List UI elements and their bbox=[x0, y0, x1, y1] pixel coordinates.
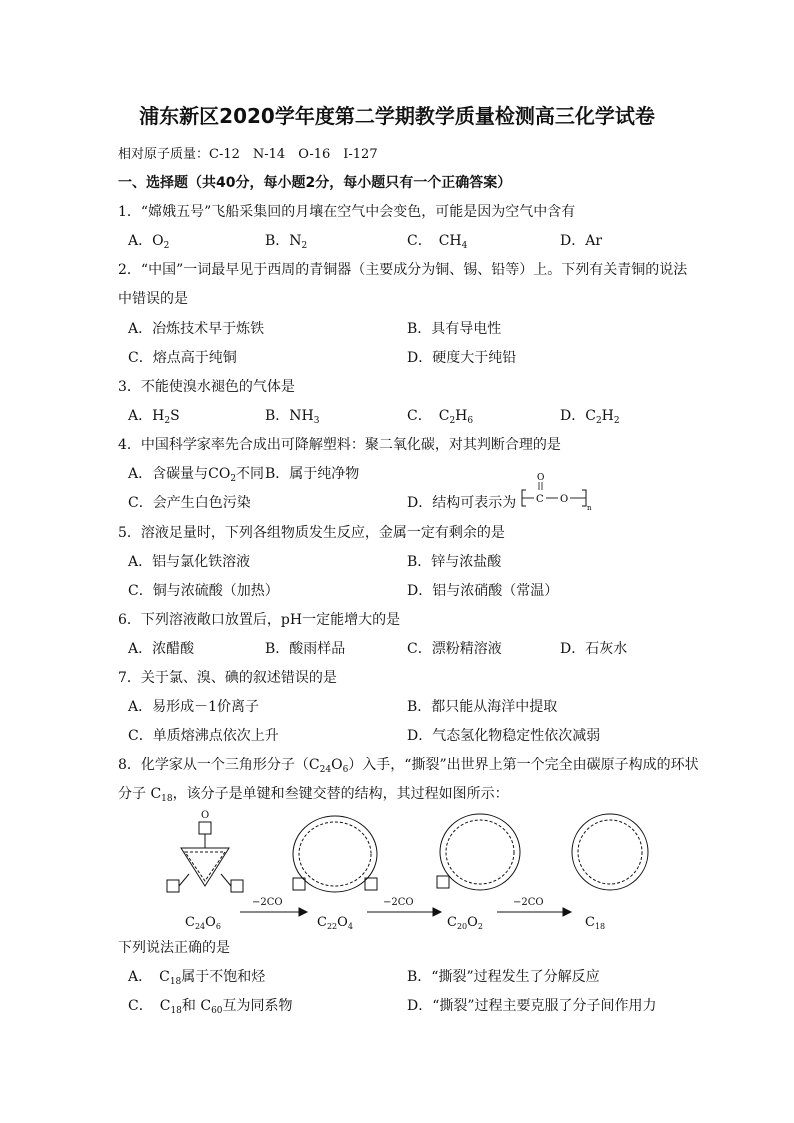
q6-stem: 6．下列溶液敞口放置后，pH一定能增大的是 bbox=[118, 612, 401, 628]
c22o4-structure bbox=[293, 816, 377, 892]
c20o2-formula: $C_{20}O_2$ bbox=[447, 915, 483, 931]
c22o4-formula: $C_{22}O_4$ bbox=[317, 915, 353, 931]
q5-stem: 5．溶液足量时，下列各组物质发生反应，金属一定有剩余的是 bbox=[118, 525, 505, 541]
c18-formula: $C_{18}$ bbox=[585, 915, 606, 931]
c18-synthesis-figure bbox=[145, 808, 665, 933]
q6-option-b: B．酸雨样品 bbox=[265, 641, 346, 657]
q4-option-a: A．含碳量与$CO_2$不同 bbox=[128, 466, 265, 484]
q2-option-b: B．具有导电性 bbox=[407, 321, 502, 337]
q1-option-b: B．$N_2$ bbox=[265, 233, 308, 251]
polymer-carbon-label: C bbox=[536, 494, 544, 505]
q7-option-b: B．都只能从海洋中提取 bbox=[407, 699, 558, 715]
c24o6-formula: $C_{24}O_6$ bbox=[185, 915, 221, 931]
q4-option-b: B．属于纯净物 bbox=[265, 466, 360, 482]
c18-structure bbox=[572, 814, 648, 890]
q2-option-d: D．硬度大于纯铅 bbox=[407, 350, 517, 366]
polymer-ether-o-label: O bbox=[560, 494, 569, 505]
polymer-carbonyl-o-label: O bbox=[537, 473, 545, 483]
q6-option-c: C．漂粉精溶液 bbox=[407, 641, 502, 657]
q4-option-c: C．会产生白色污染 bbox=[128, 495, 251, 511]
q7-stem: 7．关于氯、溴、碘的叙述错误的是 bbox=[118, 670, 337, 686]
q6-option-a: A．浓醋酸 bbox=[128, 641, 195, 657]
q5-option-a: A．铝与氯化铁溶液 bbox=[128, 554, 251, 570]
q4-option-d: D．结构可表示为 bbox=[407, 495, 517, 511]
page-title: 浦东新区2020学年度第二学期教学质量检测高三化学试卷 bbox=[139, 104, 655, 128]
section-heading: 一、选择题（共40分，每小题2分，每小题只有一个正确答案） bbox=[118, 175, 512, 191]
q6-option-d: D．石灰水 bbox=[560, 641, 628, 657]
q8-option-a: A． $C_{18}$属于不饱和烃 bbox=[128, 969, 266, 987]
c24o6-structure bbox=[167, 822, 243, 892]
c24o6-o-label: O bbox=[201, 810, 210, 821]
q1-option-c: C． $CH_4$ bbox=[407, 233, 468, 251]
q2-stem-line2: 中错误的是 bbox=[118, 291, 188, 307]
q5-option-d: D．铝与浓硝酸（常温） bbox=[407, 583, 559, 599]
q8-option-b: B．“撕裂”过程发生了分解反应 bbox=[407, 969, 600, 985]
q3-option-d: D．$C_2H_2$ bbox=[560, 408, 620, 426]
q1-option-a: A．$O_2$ bbox=[128, 233, 170, 251]
q7-option-c: C．单质熔沸点依次上升 bbox=[128, 728, 279, 744]
arrow-2-label: −2CO bbox=[383, 897, 414, 908]
atomic-mass-line: 相对原子质量：C-12 N-14 O-16 I-127 bbox=[118, 147, 378, 162]
c20o2-structure bbox=[437, 814, 520, 890]
q4-stem: 4．中国科学家率先合成出可降解塑料：聚二氧化碳，对其判断合理的是 bbox=[118, 437, 561, 453]
q3-option-a: A．$H_2S$ bbox=[128, 408, 180, 426]
q3-option-c: C． $C_2H_6$ bbox=[407, 408, 474, 426]
q8-option-d: D．“撕裂”过程主要克服了分子间作用力 bbox=[407, 998, 657, 1014]
q2-option-c: C．熔点高于纯铜 bbox=[128, 350, 237, 366]
q2-stem-line1: 2．“中国”一词最早见于西周的青铜器（主要成分为铜、锡、铅等）上。下列有关青铜的说法 bbox=[118, 262, 688, 278]
q3-stem: 3．不能使溴水褪色的气体是 bbox=[118, 379, 295, 395]
q8-question: 下列说法正确的是 bbox=[118, 940, 230, 956]
q7-option-a: A．易形成－1价离子 bbox=[128, 699, 260, 715]
q8-stem-line2: 分子 $C_{18}$，该分子是单键和叁键交替的结构，其过程如图所示： bbox=[118, 786, 509, 804]
q5-option-b: B．锌与浓盐酸 bbox=[407, 554, 502, 570]
polymer-n-label: n bbox=[587, 504, 592, 512]
q2-option-a: A．冶炼技术早于炼铁 bbox=[128, 321, 265, 337]
arrow-3-label: −2CO bbox=[513, 897, 544, 908]
arrow-1-label: −2CO bbox=[252, 897, 283, 908]
q8-stem-line1: 8．化学家从一个三角形分子$(C_{24}O_6)$入手，“撕裂”出世界上第一个完全由碳原子构成的环状 bbox=[118, 757, 699, 775]
q3-option-b: B．$NH_3$ bbox=[265, 408, 320, 426]
polycarbonate-structure-diagram bbox=[520, 472, 592, 512]
q8-option-c: C． $C_{18}$和 $C_{60}$互为同系物 bbox=[128, 998, 293, 1016]
q1-option-d: D．Ar bbox=[560, 233, 603, 249]
q5-option-c: C．铜与浓硫酸（加热） bbox=[128, 583, 279, 599]
q7-option-d: D．气态氢化物稳定性依次减弱 bbox=[407, 728, 601, 744]
q1-stem: 1．“嫦娥五号”飞船采集回的月壤在空气中会变色，可能是因为空气中含有 bbox=[118, 204, 576, 220]
